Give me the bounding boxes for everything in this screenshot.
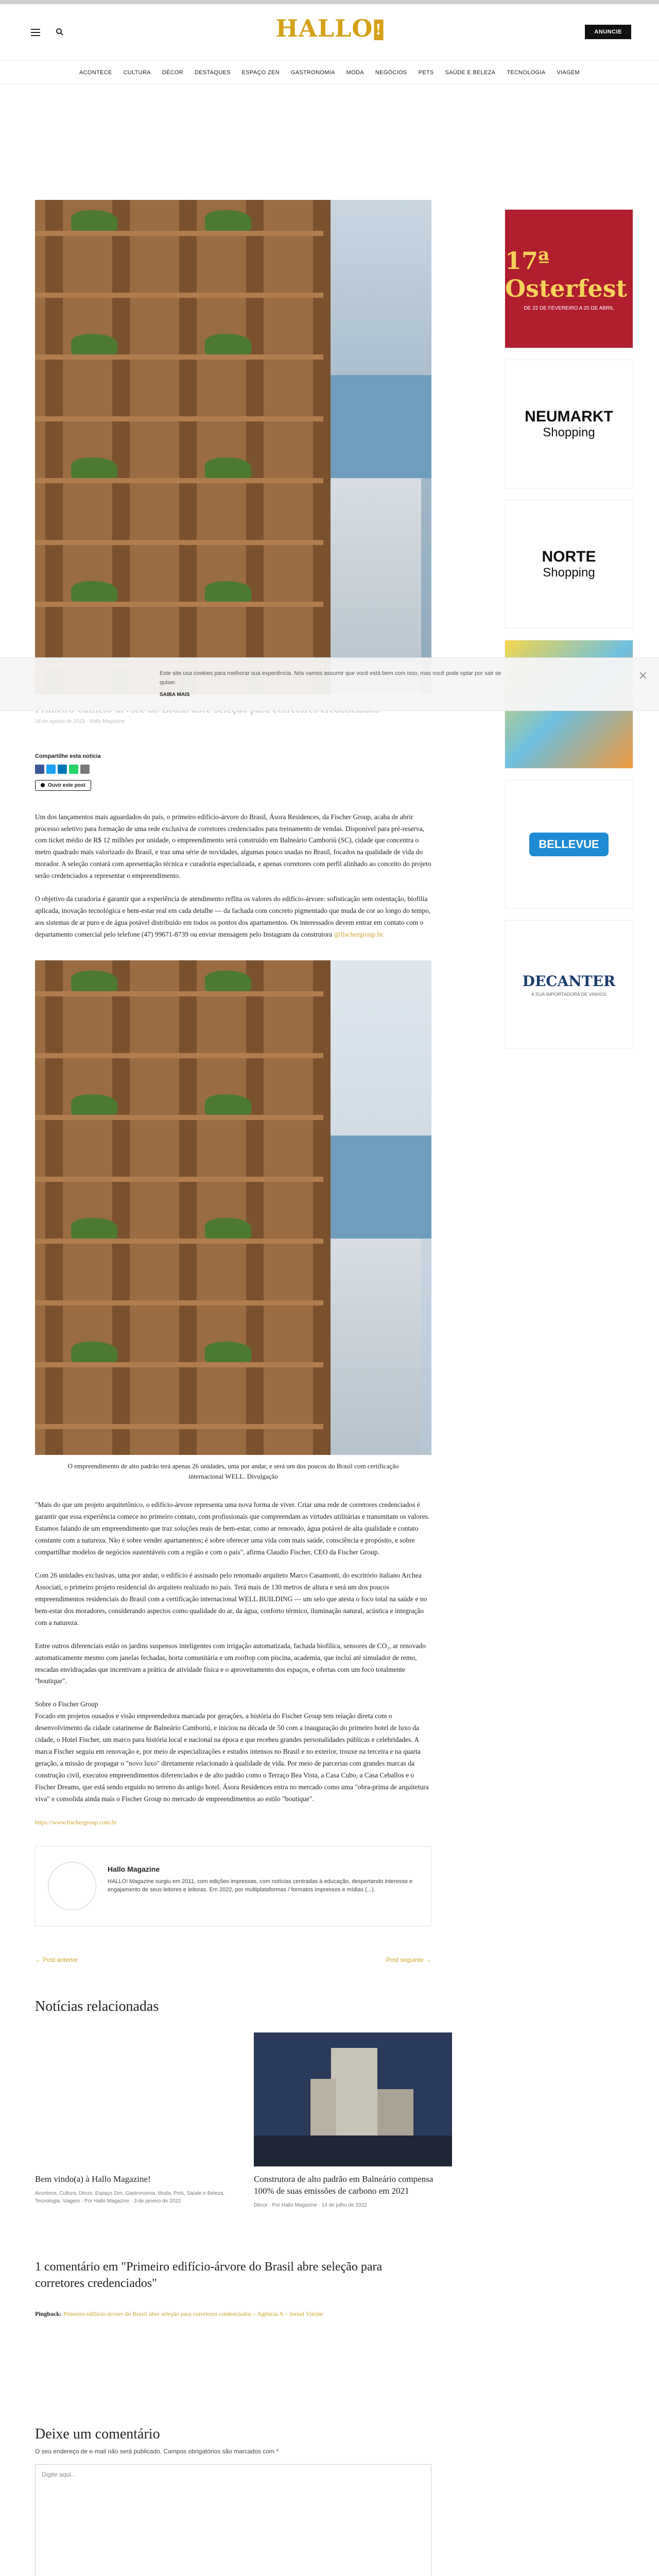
tree-building (35, 200, 323, 694)
sea (323, 375, 431, 478)
about-title: Sobre o Fischer Group (35, 1700, 98, 1708)
hero-image (35, 200, 431, 694)
leave-comment-heading: Deixe um comentário (35, 2426, 160, 2443)
related-title[interactable]: Construtora de alto padrão em Balneário compensa 100% de suas emissões de carbono em 2021 (254, 2174, 433, 2196)
paragraph: Um dos lançamentos mais aguardados do país, o primeiro edifício-árvore do Brasil, Ásora Residences, da Fischer Group, acaba de abrir processo seletivo para formação de uma rede exclusiva de corretores credenciados para treinamento de vendas. Disponível para pré-reserva, com ticket médio de R$ 12 milhões por unidade, o empreendimento será construído em Balneário Camboriú (SC), cidade que concentra o metro quadrado mais valorizado do Brasil, e traz uma série de novidades, algumas pouco usadas no Brasil, focados na qualidade de vida do morador. A seleção contará com apresentação técnica e curadoria especializada, e apenas corretores com perfil alinhado ao conceito do projeto serão credenciados a representar o empreendimento. (35, 812, 431, 880)
site-logo[interactable]: HALLO ! (276, 14, 384, 42)
linkedin-share-icon[interactable] (58, 765, 67, 774)
related-image[interactable] (254, 2032, 452, 2166)
article-body (35, 811, 431, 1828)
image-caption: O empreendimento de alto padrão terá apenas 26 unidades, uma por andar, e será um dos poucos do Brasil com certificação internacional WELL. Divulgação (67, 1462, 399, 1481)
about-text: Focado em projetos ousados e visão empreendedora marcada por gerações, a história do Fischer Group tem relação direta com o desenvolvimento da cidade catarinense de Balneário Camboriú, e iniciou na década de 50 com a inauguração do primeiro hotel de luxo da cidade, o Hotel Fischer, um marco para história local e nacional na época e que recebeu grandes personalidades públicas e celebridades. A marca Fischer seguiu em renovação e, por meio de especializações e estudos intensos no Brasil e no exterior, trouxe na terceira e na quarta geração, a missão de propagar o "novo luxo" diretamente relacionado à qualidade de vida. Por meio de parcerias com grandes marcas da construção civil, executou empreendimentos diferenciados e de alto padrão como o Terraço Bea Vista, a Casa Cubo, a Casa Ceballos e o Fischer Dreams, que está sendo erguido no terreno do antigo hotel. Ásora Residences entra no mercado como uma "obra-prima de arquitetura viva" e consolida ainda mais o Fischer Group no mercado de empreendimentos ao estilo "boutique". (35, 1712, 429, 1803)
nav-item[interactable]: ACONTECE (79, 69, 112, 76)
related-meta: Acontece, Cultura, Décor, Espaço Zen, Gastronomia, Moda, Pets, Saúde e Beleza, Tecnologia, Viagem · Por Hallo Magazine · 3 de janeiro de 2022 (35, 2190, 224, 2204)
sidebar (505, 209, 633, 1060)
author-box (35, 1846, 431, 1926)
cookie-banner (0, 657, 659, 711)
author-bio: HALLO! Magazine surgiu em 2011, com edições impressas, com notícias centradas à educação, despertando interesse e engajamento de seus leitores e leitoras. Em 2022, por multiplataformas / formatos impressos e mídias (...). (108, 1878, 413, 1893)
related-meta: Décor · Por Hallo Magazine · 14 de julho de 2022 (254, 2202, 367, 2208)
site-header (0, 4, 659, 61)
paragraph: Com 26 unidades exclusivas, uma por andar, o edifício é assinado pelo renomado arquiteto Marco Casamonti, do escritório italiano Archea Associati, o primeiro projeto residencial do arquiteto realizado no país. Terá mais de 130 metros de altura e será um dos poucos empreendimentos residenciais do Brasil com a certificação internacional WELL BUILDING — um selo que atesta o foco total na saúde e no bem-estar dos moradores, considerando aspectos como qualidade do ar, da água, conforto térmico, iluminação natural, acústica e integração com a natureza. (35, 1571, 427, 1626)
avatar (48, 1862, 96, 1910)
whatsapp-share-icon[interactable] (69, 765, 78, 774)
post-navigation (35, 1956, 431, 1963)
play-icon (41, 783, 45, 787)
cookie-learn-more-button[interactable]: SAIBA MAIS (160, 692, 190, 698)
pingback: Pingback: Primeiro edifício-árvore do Brasil abre seleção para corretores credenciados – Agência A – Jornal Vitrine (35, 2310, 323, 2318)
prev-post-link[interactable]: ← Post anterior (35, 1956, 78, 1963)
pingback-link[interactable]: Primeiro edifício-árvore do Brasil abre seleção para corretores credenciados – Agência A – Jornal Vitrine (63, 2310, 323, 2318)
nav-item[interactable]: GASTRONOMIA (290, 69, 335, 76)
paragraph: O objetivo da curadoria é garantir que a experiência de atendimento reflita os valores do edifício-árvore: sofisticação sem ostentação, biofilia aplicada, inovação tecnológica e bem-estar real em cada detalhe — da fachada com concreto pigmentado que muda de cor ao longo do tempo, aos sistemas de ar puro e de água potável distribuído em todos os pontos dos apartamentos. Os interessados devem entrar em contato com o departamento comercial pelo telefone (47) 99671-8739 ou enviar mensagem pelo Instagram da construtora @fischergroup.br. (35, 895, 431, 939)
article-image (35, 960, 431, 1455)
twitter-share-icon[interactable] (46, 765, 56, 774)
comments-heading: 1 comentário em "Primeiro edifício-árvore do Brasil abre seleção para corretores credenciados" (35, 2260, 383, 2291)
required-note: O seu endereço de e-mail não será publicado. Campos obrigatórios são marcados com * (35, 2448, 279, 2455)
article-meta: 18 de agosto de 2023 · Hallo Magazine (35, 718, 125, 724)
nav-item[interactable]: CULTURA (123, 69, 151, 76)
share-buttons (35, 765, 431, 774)
related-title[interactable]: Bem vindo(a) à Hallo Magazine! (35, 2174, 151, 2184)
source-link[interactable]: https://www.fischergroup.com.br (35, 1818, 117, 1826)
search-icon[interactable] (56, 28, 64, 36)
cookie-text: Este site usa cookies para melhorar sua experiência. Nós vamos assumir que você está bem com isso, mas você pode optar por sair se quiser. (160, 670, 501, 686)
related-list (35, 2032, 431, 2209)
ad-neumarkt[interactable]: NEUMARKT Shopping (505, 360, 633, 488)
nav-item[interactable]: PETS (418, 69, 434, 76)
nav-item[interactable]: MODA (346, 69, 364, 76)
ad-norte-shopping[interactable]: NORTE Shopping (505, 500, 633, 629)
related-card[interactable] (35, 2032, 233, 2209)
city-skyline (328, 1239, 421, 1455)
anuncie-button[interactable]: ANUNCIE (585, 25, 631, 39)
related-heading: Notícias relacionadas (35, 1998, 159, 2014)
paragraph: "Mais do que um projeto arquitetônico, o edifício-árvore representa uma nova forma de viver. Criar uma rede de corretores credenciados é garantir que essa experiência comece no primeiro contato, com profissionais que compreendam as virtudes utilitárias e transmitam os valores. Estamos falando de um empreendimento que traz soluções reais de bem-estar, como ar renovado, água potável de alta qualidade e contato constante com a natureza. Não é sobre vender apartamentos; é sobre oferecer uma vida com mais saúde, consciência e propósito, e sobre compartilhar modelos de negócios sustentáveis com a região e com o país", afirma Claudio Fischer, CEO da Fischer Group. (35, 1501, 430, 1556)
facebook-share-icon[interactable] (35, 765, 44, 774)
building-illustration (254, 2032, 452, 2166)
related-image[interactable] (35, 2032, 233, 2166)
ad-osterfest[interactable]: 17ª Osterfest DE 22 DE FEVEREIRO A 20 DE ABRIL (505, 209, 633, 348)
nav-item[interactable]: VIAGEM (557, 69, 580, 76)
nav-item[interactable]: NEGÓCIOS (375, 69, 407, 76)
share-label: Compartilhe esta notícia (35, 753, 101, 759)
nav-item[interactable]: ESPAÇO ZEN (241, 69, 280, 76)
menu-icon[interactable] (31, 29, 40, 36)
tree-building (35, 960, 323, 1455)
main-nav (0, 61, 659, 84)
nav-item[interactable]: TECNOLOGIA (507, 69, 546, 76)
next-post-link[interactable]: Post seguinte → (386, 1956, 431, 1963)
author-name[interactable]: Hallo Magazine (108, 1865, 160, 1873)
close-icon[interactable]: × (638, 669, 648, 682)
related-card[interactable] (254, 2032, 452, 2209)
nav-item[interactable]: SAÚDE E BELEZA (445, 69, 496, 76)
listen-button[interactable]: Ouvir este post (35, 780, 91, 791)
ad-decanter[interactable]: DECANTER A SUA IMPORTADORA DE VINHOS (505, 920, 633, 1049)
nav-item[interactable]: DESTAQUES (195, 69, 231, 76)
nav-item[interactable]: DÉCOR (162, 69, 184, 76)
comment-textarea[interactable]: Digite aqui... (35, 2464, 431, 2576)
article-main (35, 200, 431, 2576)
instagram-link[interactable]: @fischergroup.br. (334, 930, 385, 939)
sea (323, 1136, 431, 1239)
top-bar (0, 0, 659, 4)
paragraph: Entre outros diferenciais estão os jardins suspensos inteligentes com irrigação automatizada, fachada biofílica, sensores de CO₂, ar renovado automaticamente mesmo com janelas fechadas, horta comunitária e um rooftop com piscina, academia, que incluí até simulador de remo, rescadas envidraçadas que incentivam a prática de atividade física e o aproveitamento dos espaços, e ofertas com um foco totalmente "boutique". (35, 1641, 426, 1685)
email-share-icon[interactable] (80, 765, 90, 774)
ad-bellevue[interactable]: BELLEVUE (505, 780, 633, 909)
